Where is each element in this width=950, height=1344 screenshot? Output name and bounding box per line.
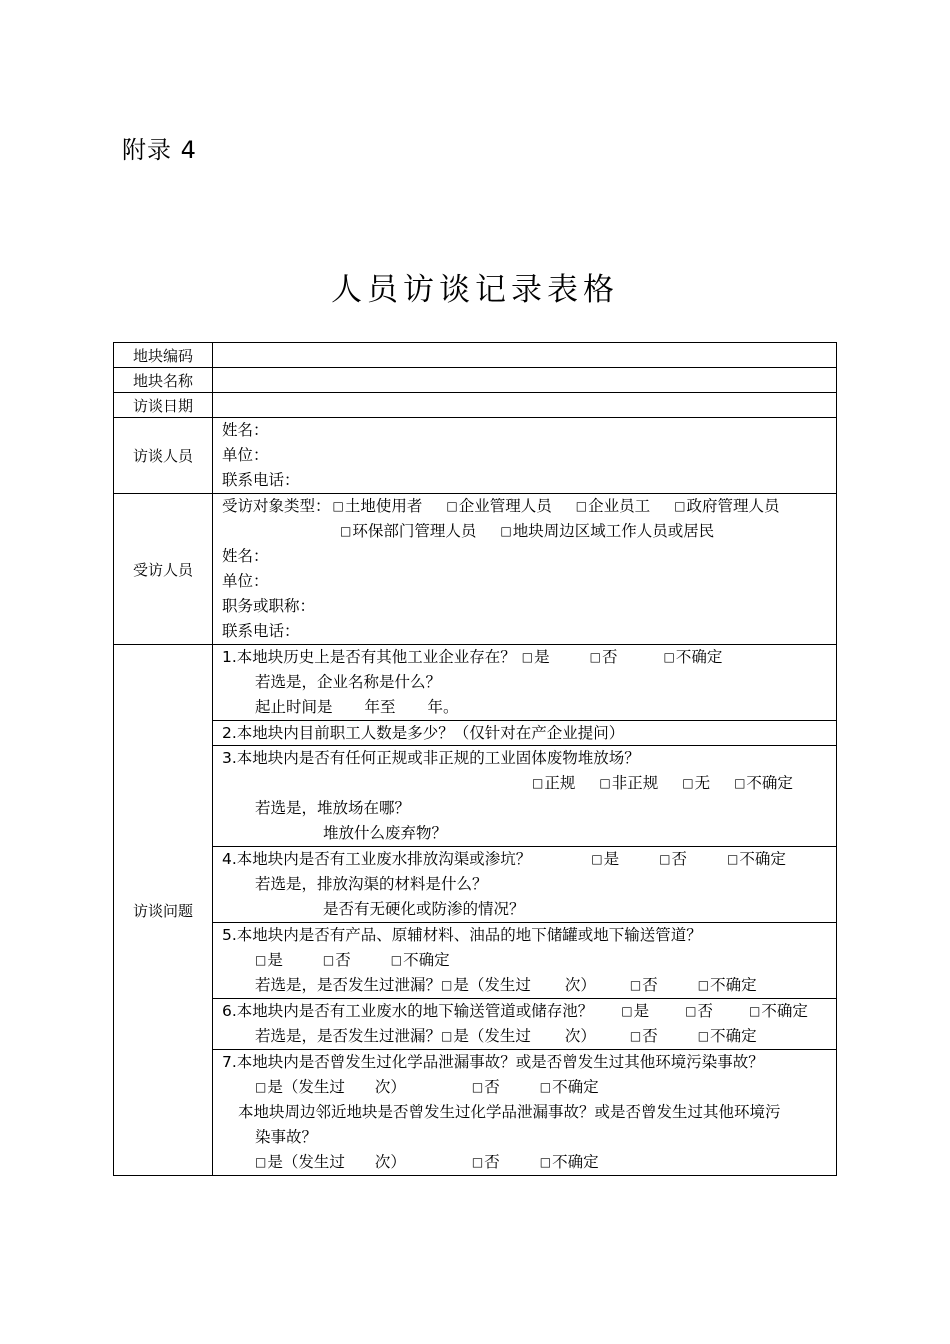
question-6	[213, 999, 837, 1050]
q5-option-unsure[interactable]: □不确定	[391, 948, 450, 973]
row-question-7	[114, 1050, 837, 1176]
row-question-5	[114, 923, 837, 999]
q3-option-formal[interactable]: □正规	[532, 771, 575, 796]
interviewee-type-line-2	[222, 519, 836, 544]
question-4-text: 4.本地块内是否有工业废水排放沟渠或渗坑？	[222, 850, 532, 868]
checkbox-icon: □	[390, 953, 403, 967]
type-option-environmental-manager[interactable]: □环保部门管理人员	[340, 519, 476, 544]
question-2	[213, 721, 837, 746]
type-option-land-user[interactable]: □土地使用者	[333, 494, 423, 519]
plot-name-label: 地块名称	[114, 368, 213, 393]
question-5	[213, 923, 837, 999]
row-question-2	[114, 721, 837, 746]
checkbox-icon: □	[255, 953, 267, 967]
interviewer-name[interactable]: 姓名：	[222, 421, 269, 439]
appendix-label: 附录 4	[122, 136, 197, 164]
q3-option-informal[interactable]: □非正规	[599, 771, 658, 796]
q6-leak-yes[interactable]: □是（发生过 次）	[441, 1024, 596, 1049]
checkbox-icon: □	[659, 852, 671, 866]
q7-options	[222, 1075, 836, 1100]
interview-record-table	[113, 342, 837, 1176]
checkbox-icon: □	[500, 524, 512, 538]
interviewer-phone[interactable]: 联系电话：	[222, 471, 300, 489]
q6-option-unsure[interactable]: □不确定	[749, 999, 808, 1024]
checkbox-icon: □	[629, 978, 642, 992]
q4-option-unsure[interactable]: □不确定	[727, 847, 786, 872]
checkbox-icon: □	[441, 1029, 453, 1043]
questions-label: 访谈问题	[114, 645, 213, 1176]
checkbox-icon: □	[599, 776, 611, 790]
question-7-text-2b: 染事故？	[255, 1128, 318, 1146]
question-6-line	[222, 999, 836, 1024]
q1-follow-company[interactable]: 若选是，企业名称是什么？	[255, 673, 442, 691]
question-1-line	[222, 645, 836, 670]
checkbox-icon: □	[332, 499, 344, 513]
checkbox-icon: □	[727, 852, 739, 866]
row-plot-name	[114, 368, 837, 393]
interviewee-phone[interactable]: 联系电话：	[222, 622, 300, 640]
checkbox-icon: □	[255, 1080, 267, 1094]
q7-options-2	[222, 1150, 836, 1175]
checkbox-icon: □	[441, 978, 453, 992]
interviewee-label: 受访人员	[114, 494, 213, 645]
q7-nearby-option-yes[interactable]: □是（发生过 次）	[255, 1150, 406, 1175]
row-interview-date	[114, 393, 837, 418]
checkbox-icon: □	[575, 499, 588, 513]
checkbox-icon: □	[591, 852, 603, 866]
type-option-enterprise-employee[interactable]: □企业员工	[576, 494, 650, 519]
question-1	[213, 645, 837, 721]
q3-option-unsure[interactable]: □不确定	[734, 771, 793, 796]
q7-nearby-option-unsure[interactable]: □不确定	[540, 1150, 599, 1175]
checkbox-icon: □	[685, 1004, 697, 1018]
interviewee-type-label: 受访对象类型：	[222, 497, 331, 515]
q6-leak-no[interactable]: □否	[630, 1024, 658, 1049]
q3-follow-waste[interactable]: 堆放什么废弃物？	[323, 824, 448, 842]
plot-code-label: 地块编码	[114, 343, 213, 368]
interview-date-label: 访谈日期	[114, 393, 213, 418]
plot-code-field[interactable]	[213, 343, 837, 368]
question-7-text: 7.本地块内是否曾发生过化学品泄漏事故？或是否曾发生过其他环境污染事故？	[222, 1053, 764, 1071]
interviewee-unit[interactable]: 单位：	[222, 572, 269, 590]
checkbox-icon: □	[471, 1080, 484, 1094]
q1-follow-period[interactable]: 起止时间是 年至 年。	[255, 698, 459, 716]
q4-follow-seepage[interactable]: 是否有无硬化或防渗的情况？	[323, 900, 525, 918]
interviewee-title[interactable]: 职务或职称：	[222, 597, 316, 615]
checkbox-icon: □	[734, 776, 746, 790]
checkbox-icon: □	[539, 1155, 552, 1169]
row-interviewee	[114, 494, 837, 645]
q5-leak-unsure[interactable]: □不确定	[698, 973, 757, 998]
checkbox-icon: □	[621, 1004, 633, 1018]
q6-leak-unsure[interactable]: □不确定	[698, 1024, 757, 1049]
q1-option-unsure[interactable]: □不确定	[664, 645, 723, 670]
question-4	[213, 847, 837, 923]
q4-option-no[interactable]: □否	[659, 847, 687, 872]
checkbox-icon: □	[255, 1155, 267, 1169]
q5-option-no[interactable]: □否	[323, 948, 351, 973]
checkbox-icon: □	[749, 1004, 761, 1018]
question-2-text: 2.本地块内目前职工人数是多少？（仅针对在产企业提问）	[222, 724, 625, 742]
question-1-text: 1.本地块历史上是否有其他工业企业存在？	[222, 648, 516, 666]
checkbox-icon: □	[682, 776, 694, 790]
checkbox-icon: □	[697, 978, 710, 992]
question-6-text: 6.本地块内是否有工业废水的地下输送管道或储存池？	[222, 1002, 594, 1020]
interviewee-name[interactable]: 姓名：	[222, 547, 269, 565]
question-7-text-2a: 本地块周边邻近地块是否曾发生过化学品泄漏事故？或是否曾发生过其他环境污	[238, 1103, 781, 1121]
checkbox-icon: □	[471, 1155, 484, 1169]
question-3-text: 3.本地块内是否有任何正规或非正规的工业固体废物堆放场？	[222, 749, 640, 767]
checkbox-icon: □	[532, 776, 544, 790]
q6-follow-leak: 若选是，是否发生过泄漏？□是（发生过 次） □否 □不确定	[222, 1024, 836, 1049]
checkbox-icon: □	[446, 499, 458, 513]
q4-follow-material[interactable]: 若选是，排放沟渠的材料是什么？	[255, 875, 488, 893]
interview-date-field[interactable]	[213, 393, 837, 418]
interviewer-label: 访谈人员	[114, 418, 213, 494]
q4-option-yes[interactable]: □是	[591, 847, 619, 872]
interviewer-fields	[213, 418, 837, 494]
q5-option-yes[interactable]: □是	[255, 948, 283, 973]
checkbox-icon: □	[629, 1029, 642, 1043]
question-5-text: 5.本地块内是否有产品、原辅材料、油品的地下储罐或地下输送管道？	[222, 926, 702, 944]
checkbox-icon: □	[539, 1080, 552, 1094]
row-question-3	[114, 746, 837, 847]
interviewee-fields	[213, 494, 837, 645]
q7-option-no[interactable]: □否	[472, 1075, 500, 1100]
checkbox-icon: □	[663, 650, 675, 664]
type-option-nearby-resident[interactable]: □地块周边区域工作人员或居民	[500, 519, 714, 544]
q5-leak-yes[interactable]: □是（发生过 次）	[441, 973, 596, 998]
checkbox-icon: □	[674, 499, 686, 513]
checkbox-icon: □	[322, 953, 335, 967]
q1-option-no[interactable]: □否	[590, 645, 618, 670]
interviewer-unit[interactable]: 单位：	[222, 446, 269, 464]
checkbox-icon: □	[589, 650, 601, 664]
q6-option-no[interactable]: □否	[685, 999, 713, 1024]
q5-leak-no[interactable]: □否	[630, 973, 658, 998]
row-question-6	[114, 999, 837, 1050]
question-7	[213, 1050, 837, 1176]
checkbox-icon: □	[340, 524, 352, 538]
question-3	[213, 746, 837, 847]
q7-option-unsure[interactable]: □不确定	[540, 1075, 599, 1100]
row-question-1	[114, 645, 837, 721]
q3-option-none[interactable]: □无	[682, 771, 710, 796]
checkbox-icon: □	[521, 650, 534, 664]
q7-nearby-option-no[interactable]: □否	[472, 1150, 500, 1175]
question-4-line	[222, 847, 836, 872]
row-plot-code	[114, 343, 837, 368]
q3-follow-location[interactable]: 若选是，堆放场在哪？	[255, 799, 411, 817]
form-title: 人员访谈记录表格	[331, 272, 619, 308]
q3-options	[222, 771, 836, 796]
row-interviewer	[114, 418, 837, 494]
interviewee-type-line	[222, 494, 836, 519]
row-question-4	[114, 847, 837, 923]
type-option-government-manager[interactable]: □政府管理人员	[674, 494, 779, 519]
type-option-enterprise-manager[interactable]: □企业管理人员	[446, 494, 551, 519]
q6-option-yes[interactable]: □是	[621, 999, 649, 1024]
q1-option-yes[interactable]: □是	[522, 645, 550, 670]
q5-options	[222, 948, 836, 973]
checkbox-icon: □	[697, 1029, 710, 1043]
q5-follow-leak: 若选是，是否发生过泄漏？□是（发生过 次） □否 □不确定	[222, 973, 836, 998]
q7-option-yes[interactable]: □是（发生过 次）	[255, 1075, 406, 1100]
plot-name-field[interactable]	[213, 368, 837, 393]
